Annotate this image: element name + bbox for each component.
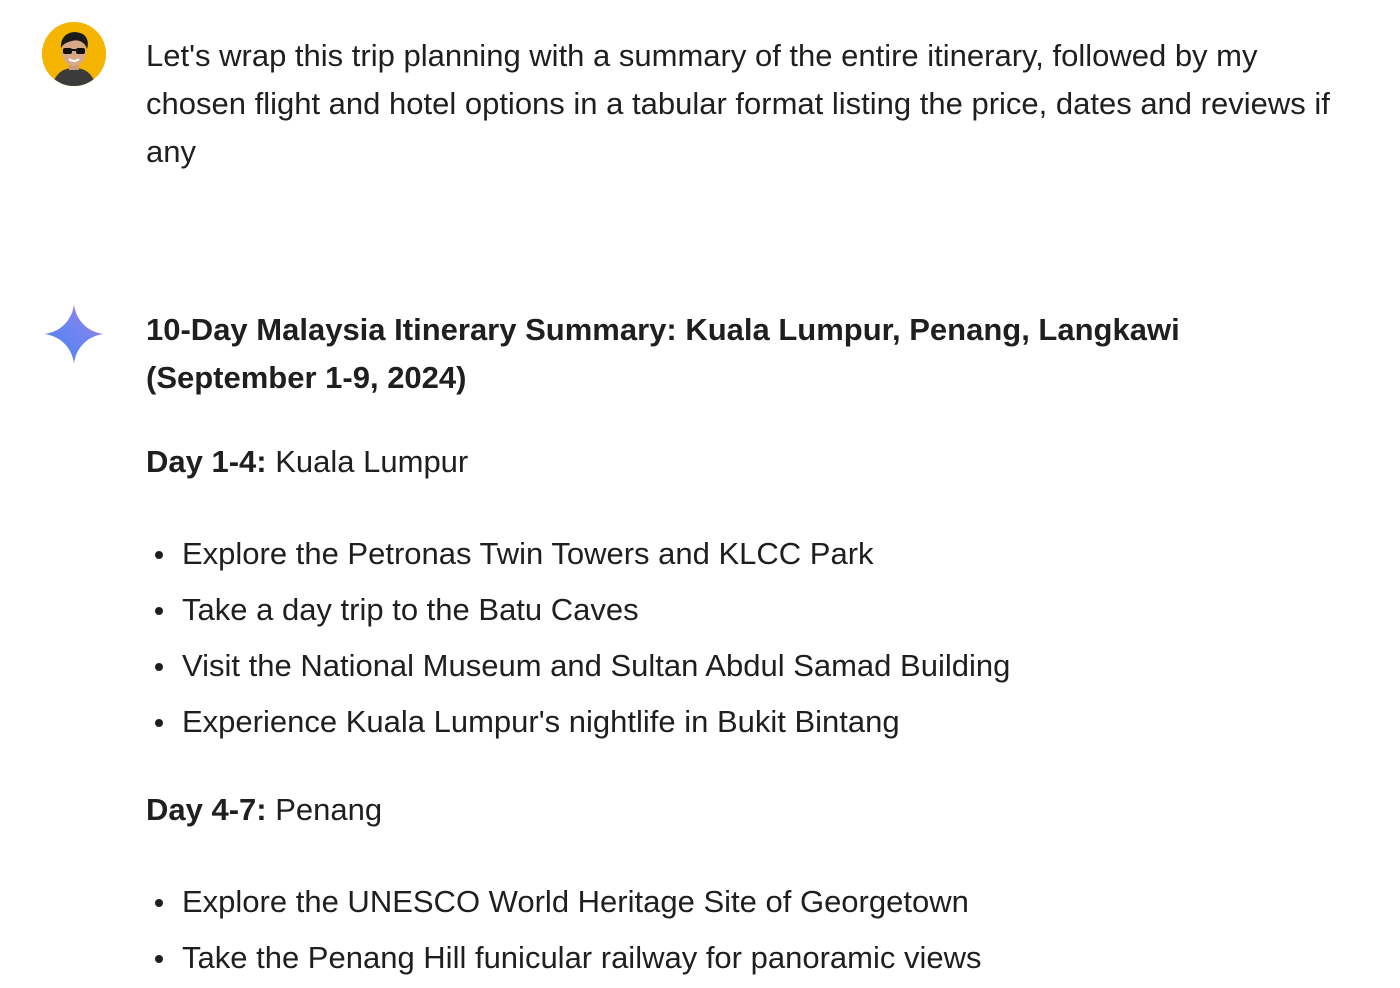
activity-item: Explore the Petronas Twin Towers and KLCC Park xyxy=(146,526,1356,582)
user-avatar[interactable] xyxy=(42,22,106,86)
day-place: Kuala Lumpur xyxy=(275,444,469,479)
activity-list xyxy=(146,874,1356,986)
day-heading xyxy=(146,438,1356,486)
activity-list xyxy=(146,526,1356,750)
day-heading xyxy=(146,786,1356,834)
activity-item: Take the Penang Hill funicular railway for panoramic views xyxy=(146,930,1356,986)
avatar-portrait-icon xyxy=(42,22,106,86)
activity-item: Explore the UNESCO World Heritage Site of Georgetown xyxy=(146,874,1356,930)
response-body xyxy=(146,306,1356,986)
user-prompt-text: Let's wrap this trip planning with a summary of the entire itinerary, followed by my chosen flight and hotel options in a tabular format listing the price, dates and reviews if any xyxy=(146,38,1330,169)
gemini-sparkle-icon xyxy=(42,302,106,366)
activity-item: Visit the National Museum and Sultan Abdul Samad Building xyxy=(146,638,1356,694)
day-label: Day 4-7: xyxy=(146,792,267,827)
activity-item: Experience Kuala Lumpur's nightlife in Bukit Bintang xyxy=(146,694,1356,750)
day-label: Day 1-4: xyxy=(146,444,267,479)
day-place: Penang xyxy=(275,792,383,827)
itinerary-title: 10-Day Malaysia Itinerary Summary: Kuala Lumpur, Penang, Langkawi (September 1-9, 2024) xyxy=(146,312,1180,395)
activity-item: Take a day trip to the Batu Caves xyxy=(146,582,1356,638)
